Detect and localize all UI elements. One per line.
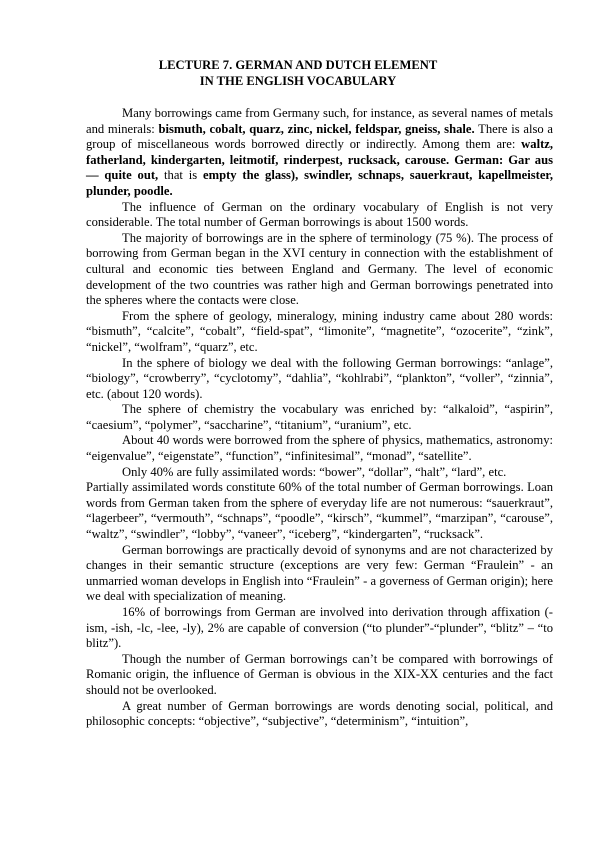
title-line-1: LECTURE 7. GERMAN AND DUTCH ELEMENT bbox=[158, 58, 438, 72]
bold-term-list: empty the glass), swindler, schnaps, sauerkraut, kapellmeister, plunder, poodle. bbox=[86, 168, 553, 198]
paragraph: From the sphere of geology, mineralogy, mining industry came about 280 words: “bismuth”, “calcite”, “cobalt”, “field-spat”, “limonite”, “magnetite”, “ozocerite”, “zink”, “nickel”, “wolfram”, “quarz”, etc. bbox=[86, 308, 553, 354]
lecture-title bbox=[86, 58, 510, 89]
paragraph: German borrowings are practically devoid of synonyms and are not characterized by changes in their semantic structure (exceptions are very few: German “Fraulein” - an unmarried woman develops in English into “Fraulein” - a governess of German origin); here we deal with specialization of meaning. bbox=[86, 542, 553, 604]
paragraph: The sphere of chemistry the vocabulary was enriched by: “alkaloid”, “aspirin”, “caesium”, “polymer”, “saccharine”, “titanium”, “uranium”, etc. bbox=[86, 402, 553, 432]
bold-term-list: waltz, fatherland, kindergarten, leitmotif, rinderpest, rucksack, carouse. German: Gar aus — quite out, bbox=[86, 137, 553, 183]
paragraph: The majority of borrowings are in the sphere of terminology (75 %). The process of borrowing from German began in the XVI century in connection with the establishment of cultural and economic ties between England and Germany. The level of economic development of the two countries was rather high and German borrowings penetrated into the spheres where the contacts were close. bbox=[86, 230, 553, 308]
paragraph-metals bbox=[86, 106, 553, 200]
title-line-2: IN THE ENGLISH VOCABULARY bbox=[199, 73, 397, 88]
paragraph: Only 40% are fully assimilated words: “bower”, “dollar”, “halt”, “lard”, etc. bbox=[122, 464, 507, 479]
bold-term-list: bismuth, cobalt, quarz, zinc, nickel, feldspar, gneiss, shale. bbox=[158, 121, 475, 136]
paragraph-text: Many borrowings came from Germany such, for instance, as several names of metals and minerals: bbox=[86, 106, 553, 136]
paragraph: In the sphere of biology we deal with the following German borrowings: “anlage”, “biology”, “crowberry”, “cyclotomy”, “dahlia”, “kohlrabi”, “plankton”, “voller”, “zinnia”, etc. (about 120 words). bbox=[86, 355, 553, 401]
paragraph: A great number of German borrowings are words denoting social, political, and philosophic concepts: “objective”, “subjective”, “determinism”, “intuition”, bbox=[86, 698, 553, 729]
paragraph-text: There is also a group of miscellaneous words borrowed directly or indirectly. Among them are: bbox=[86, 121, 553, 152]
paragraph: About 40 words were borrowed from the sphere of physics, mathematics, astronomy: “eigenvalue”, “eigenstate”, “function”, “infinitesimal”, “monad”, “satellite”. bbox=[86, 433, 553, 464]
document-body bbox=[86, 106, 553, 730]
paragraph: Though the number of German borrowings can’t be compared with borrowings of Romanic origin, the influence of German is obvious in the XIX-XX centuries and the fact should not be overlooked. bbox=[86, 651, 553, 697]
paragraph: The influence of German on the ordinary vocabulary of English is not very considerable. The total number of German borrowings is about 1500 words. bbox=[86, 199, 553, 230]
paragraph-unindented: Partially assimilated words constitute 60% of the total number of German borrowings. Loan words from German taken from the sphere of everyday life are not numerous: “sauerkraut”, “lagerbeer”, “vermouth”, “schnaps”, “poodle”, “kirsch”, “kummel”, “marzipan”, “carouse”, “waltz”, “swindler”, “lobby”, “vaneer”, “iceberg”, “kindergarten”, “rucksack”. bbox=[86, 480, 553, 542]
paragraph: 16% of borrowings from German are involved into derivation through affixation (-ism, -ish, -lc, -lee, -ly), 2% are capable of conversion (“to plunder”-“plunder”, “blitz” – “to blitz”). bbox=[86, 605, 553, 651]
paragraph-text: that is bbox=[158, 168, 203, 183]
